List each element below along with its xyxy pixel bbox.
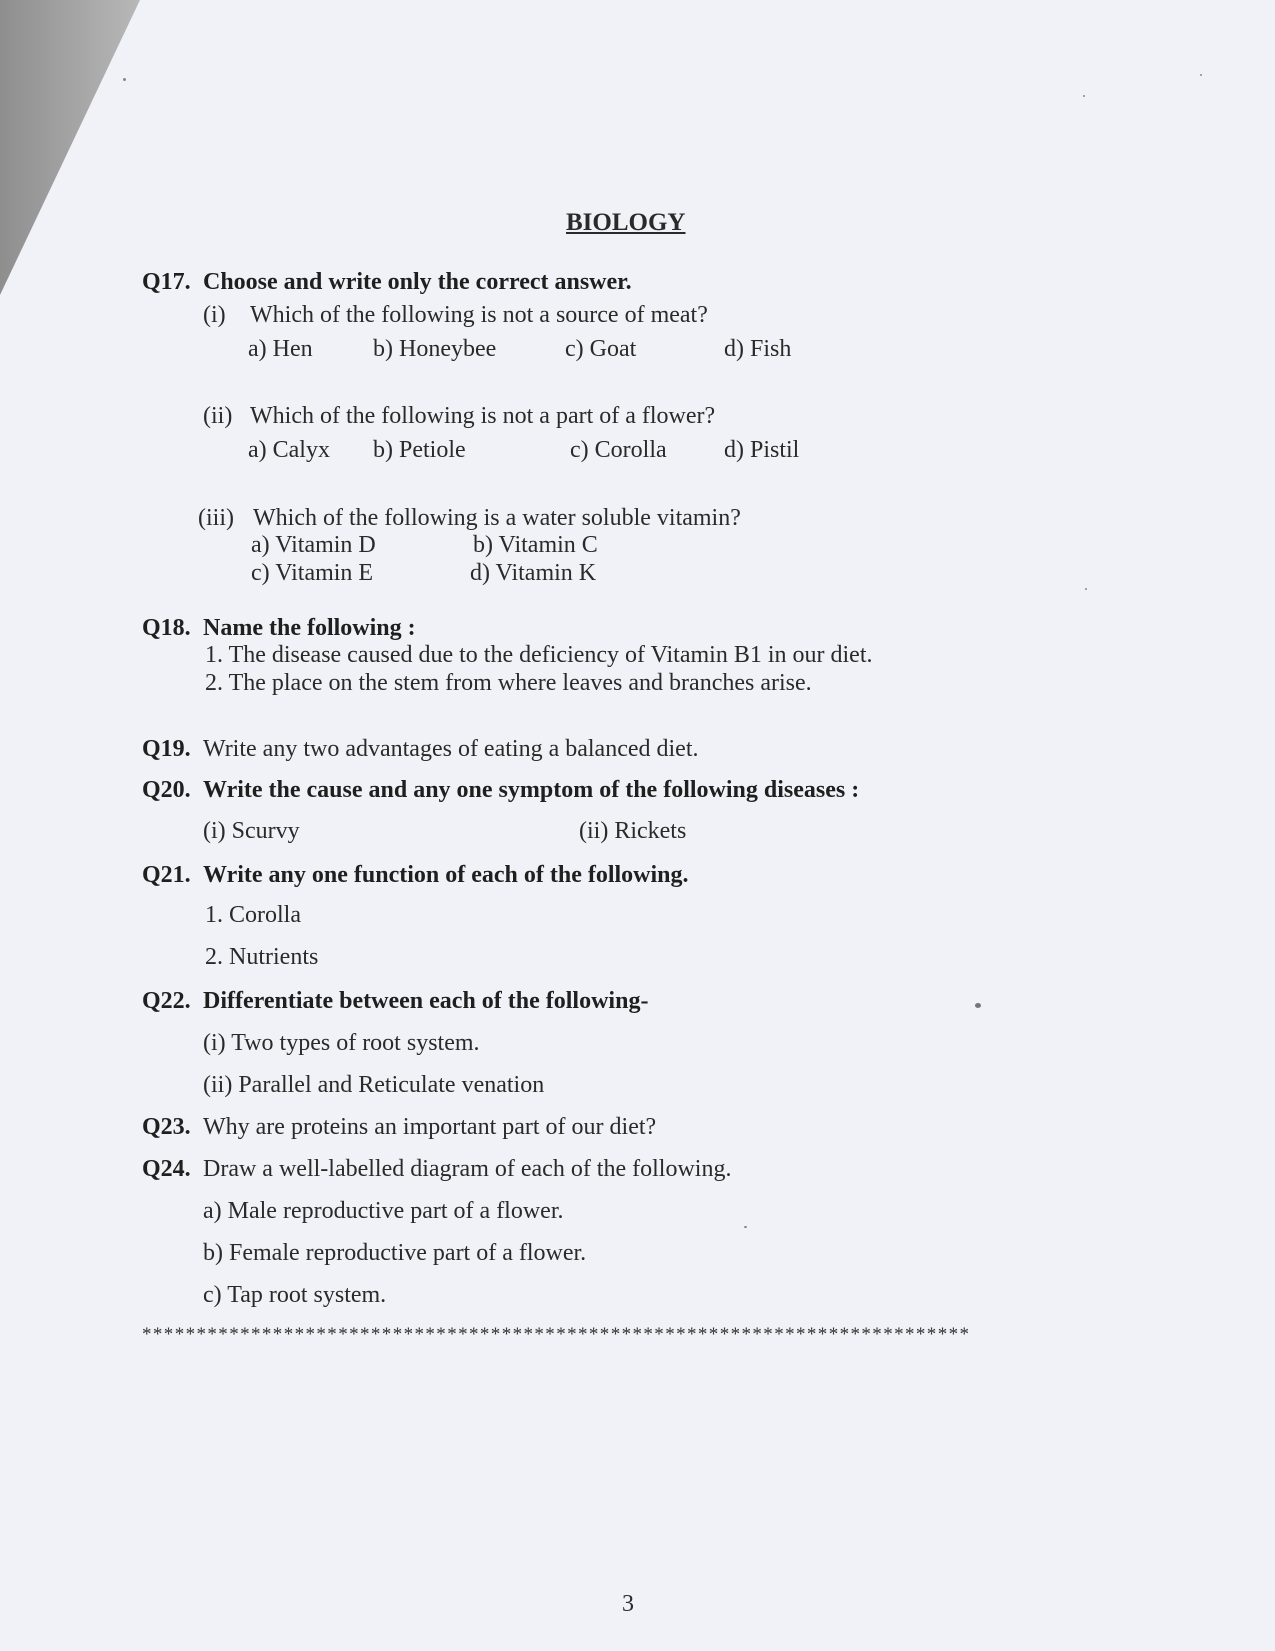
q22-heading: Differentiate between each of the following- — [203, 988, 649, 1014]
q24-item-c: c) Tap root system. — [203, 1282, 387, 1308]
q20-item-1: (i) Scurvy — [203, 818, 300, 844]
q23-number: Q23. — [142, 1114, 191, 1140]
q19-number: Q19. — [142, 736, 191, 762]
q17-ii-option-c: c) Corolla — [570, 437, 667, 463]
q17-ii-label: (ii) — [203, 403, 233, 429]
q17-number: Q17. — [142, 269, 191, 295]
q17-i-option-d: d) Fish — [724, 336, 792, 362]
scan-speck — [123, 78, 126, 81]
q20-heading: Write the cause and any one symptom of the following diseases : — [203, 777, 860, 803]
q18-heading: Name the following : — [203, 615, 416, 641]
q17-iii-option-a: a) Vitamin D — [251, 532, 376, 558]
q22-number: Q22. — [142, 988, 191, 1014]
q17-ii-question: Which of the following is not a part of a flower? — [250, 403, 716, 429]
q18-item-2: 2. The place on the stem from where leaves and branches arise. — [205, 670, 812, 696]
q23-text: Why are proteins an important part of our diet? — [203, 1114, 657, 1140]
q17-heading: Choose and write only the correct answer. — [203, 269, 632, 295]
scan-corner-shadow — [0, 0, 140, 300]
scan-speck — [975, 1003, 981, 1008]
q24-item-a: a) Male reproductive part of a flower. — [203, 1198, 564, 1224]
q21-heading: Write any one function of each of the following. — [203, 862, 689, 888]
scan-speck — [1200, 74, 1202, 76]
q21-item-1: 1. Corolla — [205, 902, 301, 928]
q19-text: Write any two advantages of eating a balanced diet. — [203, 736, 699, 762]
q17-iii-question: Which of the following is a water soluble vitamin? — [253, 505, 741, 531]
q17-iii-label: (iii) — [198, 505, 234, 531]
q18-number: Q18. — [142, 615, 191, 641]
q17-i-option-a: a) Hen — [248, 336, 313, 362]
q17-iii-option-c: c) Vitamin E — [251, 560, 374, 586]
q24-text: Draw a well-labelled diagram of each of the following. — [203, 1156, 732, 1182]
q20-item-2: (ii) Rickets — [579, 818, 687, 844]
scan-speck — [1085, 588, 1087, 590]
q22-item-2: (ii) Parallel and Reticulate venation — [203, 1072, 545, 1098]
q24-number: Q24. — [142, 1156, 191, 1182]
q17-i-question: Which of the following is not a source of meat? — [250, 302, 708, 328]
q17-i-option-c: c) Goat — [565, 336, 637, 362]
q17-iii-option-b: b) Vitamin C — [473, 532, 598, 558]
q17-ii-option-a: a) Calyx — [248, 437, 330, 463]
scan-speck — [1083, 95, 1085, 97]
q22-item-1: (i) Two types of root system. — [203, 1030, 480, 1056]
q17-i-label: (i) — [203, 302, 226, 328]
q17-iii-option-d: d) Vitamin K — [470, 560, 597, 586]
q17-i-option-b: b) Honeybee — [373, 336, 497, 362]
asterisk-divider: **************************************************************************** — [142, 1324, 971, 1345]
q20-number: Q20. — [142, 777, 191, 803]
q21-item-2: 2. Nutrients — [205, 944, 319, 970]
q21-number: Q21. — [142, 862, 191, 888]
page-number: 3 — [622, 1591, 634, 1617]
page-title: BIOLOGY — [566, 209, 686, 236]
q18-item-1: 1. The disease caused due to the deficiency of Vitamin B1 in our diet. — [205, 642, 873, 668]
q17-ii-option-b: b) Petiole — [373, 437, 466, 463]
q17-ii-option-d: d) Pistil — [724, 437, 800, 463]
scan-speck — [744, 1226, 747, 1228]
q24-item-b: b) Female reproductive part of a flower. — [203, 1240, 587, 1266]
